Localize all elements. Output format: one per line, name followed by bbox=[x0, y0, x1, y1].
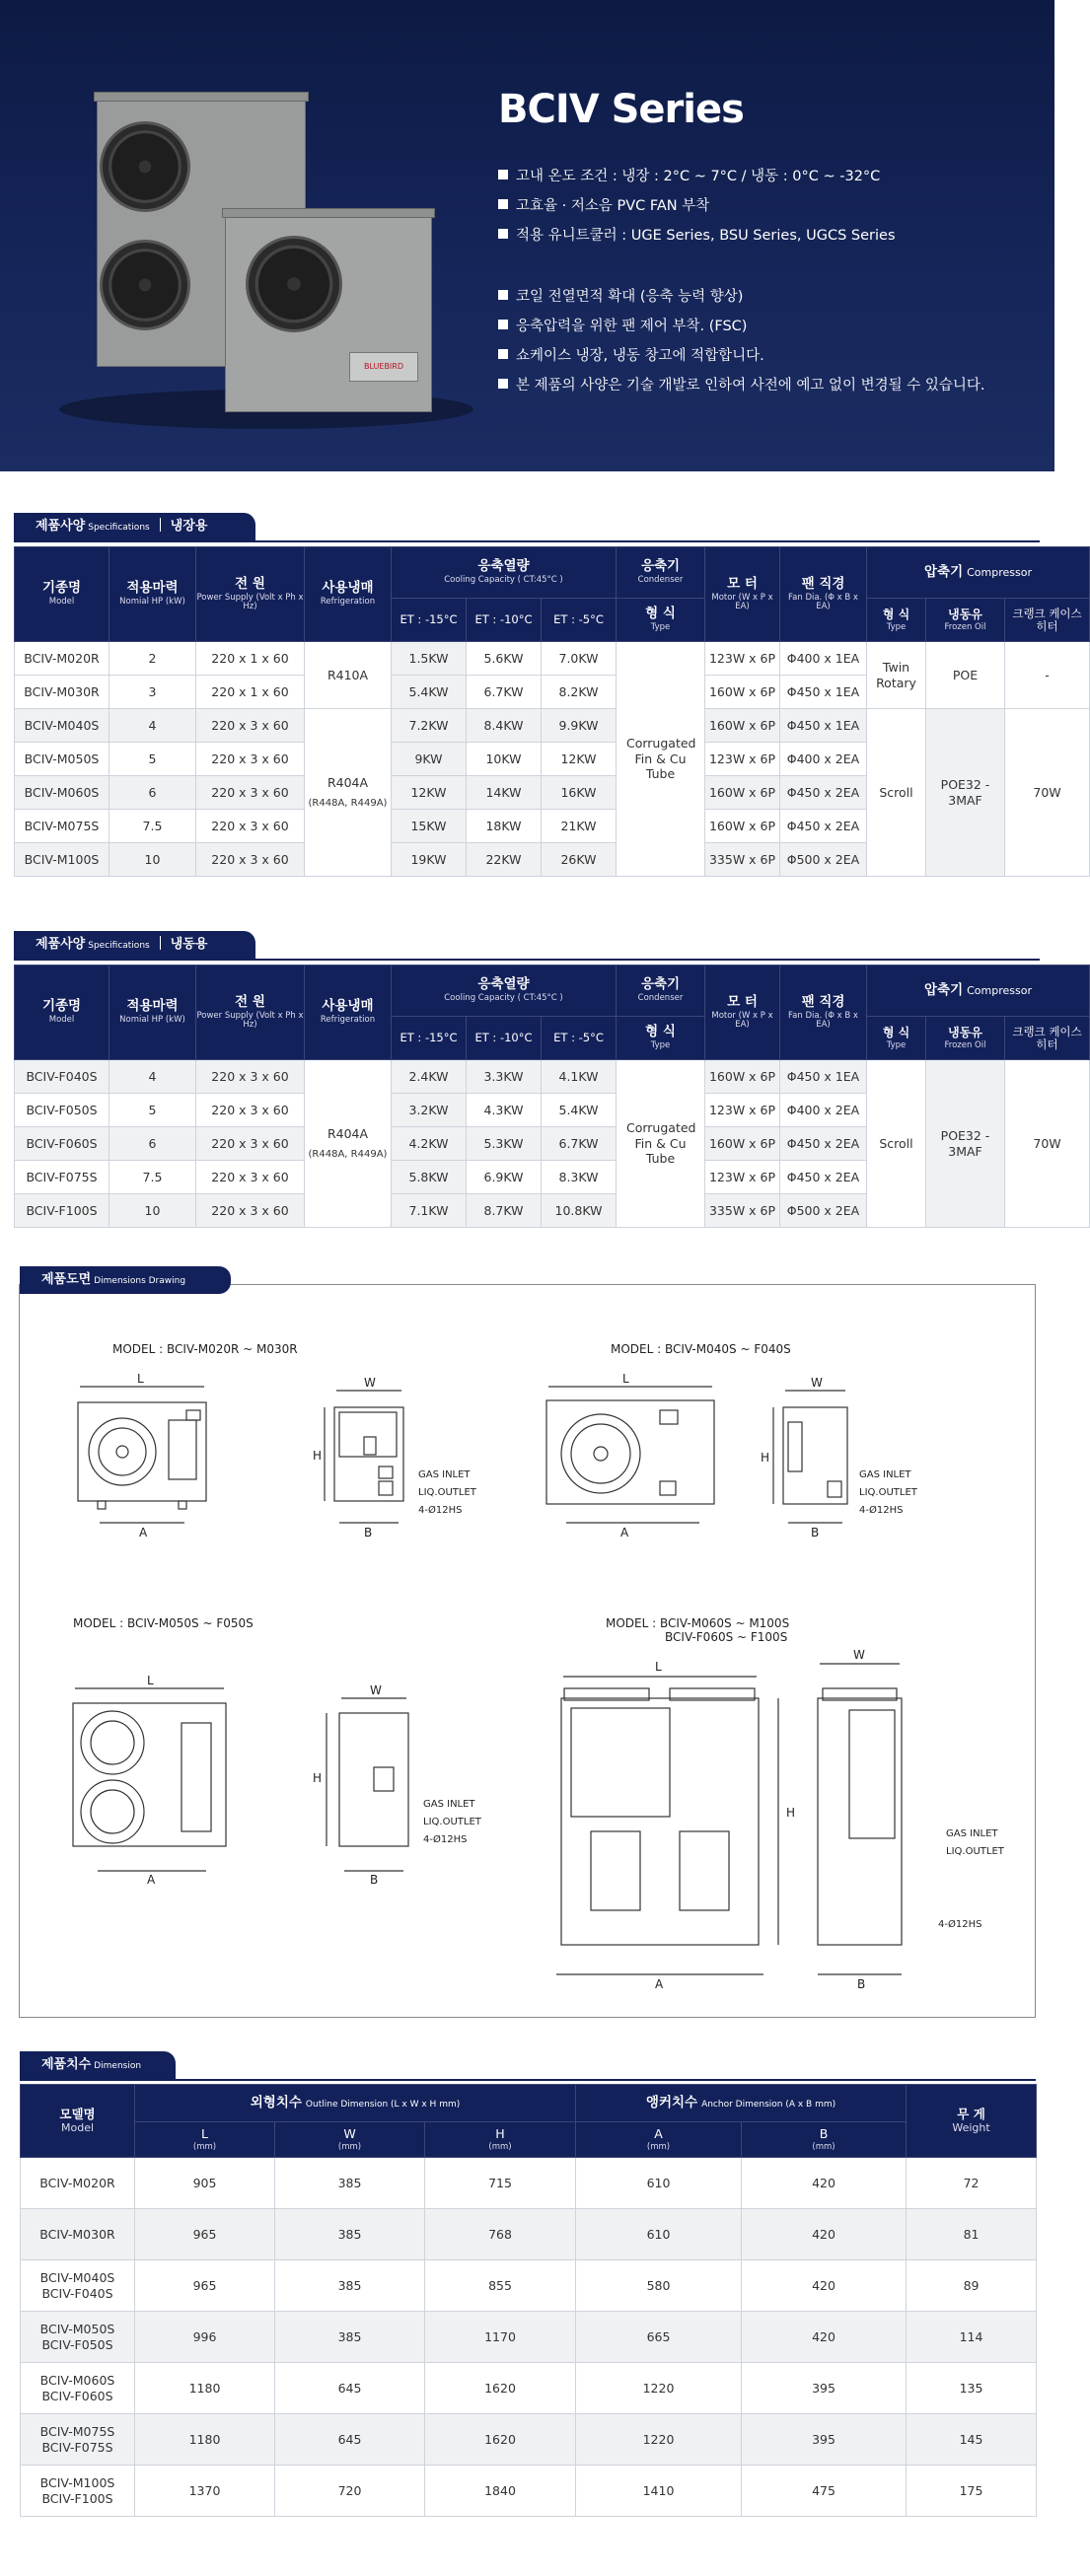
hdr-model: 기종명 Model bbox=[15, 547, 109, 642]
hdr-capacity: 응축열량 Cooling Capacity ( CT:45°C ) bbox=[392, 547, 617, 599]
svg-text:H: H bbox=[313, 1449, 323, 1463]
svg-text:GAS INLET: GAS INLET bbox=[423, 1799, 475, 1810]
svg-text:4-Ø12HS: 4-Ø12HS bbox=[423, 1834, 468, 1845]
hdr-hp: 적용마력 Nomial HP (kW) bbox=[109, 547, 196, 642]
model-label-5: BCIV-F060S ~ F100S bbox=[665, 1630, 788, 1644]
hdr-A: A (mm) bbox=[576, 2122, 742, 2158]
svg-text:H: H bbox=[786, 1806, 796, 1820]
svg-text:4-Ø12HS: 4-Ø12HS bbox=[418, 1505, 463, 1516]
svg-text:L: L bbox=[137, 1372, 144, 1386]
table-row: BCIV-M075S 7.5 220 x 3 x 60 15KW 18KW 21KW 160W x 6P Φ450 x 2EA bbox=[15, 810, 1090, 843]
table-row: BCIV-F050S 5 220 x 3 x 60 3.2KW 4.3KW 5.4KW 123W x 6P Φ400 x 2EA bbox=[15, 1094, 1090, 1127]
svg-text:L: L bbox=[147, 1674, 154, 1687]
hdr-heater: 크랭크 케이스 히터 bbox=[1005, 1017, 1090, 1060]
svg-text:W: W bbox=[364, 1376, 376, 1390]
feature-item: 고내 온도 조건 : 냉장 : 2°C ~ 7°C / 냉동 : 0°C ~ -32°C bbox=[498, 162, 985, 191]
table-row: BCIV-F060S 6 220 x 3 x 60 4.2KW 5.3KW 6.7KW 160W x 6P Φ450 x 2EA bbox=[15, 1127, 1090, 1161]
hdr-model: 기종명 Model bbox=[15, 966, 109, 1060]
model-label-3: MODEL : BCIV-M050S ~ F050S bbox=[73, 1616, 254, 1630]
hdr-hp: 적용마력 Nomial HP (kW) bbox=[109, 966, 196, 1060]
feature-item: 본 제품의 사양은 기술 개발로 인하여 사전에 예고 없이 변경될 수 있습니다. bbox=[498, 371, 985, 400]
svg-text:L: L bbox=[655, 1660, 662, 1674]
hdr-cond-type: 형 식 Type bbox=[617, 599, 705, 642]
hdr-et2: ET : -10°C bbox=[467, 599, 542, 642]
hdr-et3: ET : -5°C bbox=[542, 1017, 617, 1060]
dimension-drawings bbox=[19, 1284, 1036, 2018]
table-row: BCIV-M050S BCIV-F050S 996 385 1170 665 420 114 bbox=[21, 2312, 1037, 2363]
table-row: BCIV-M100S BCIV-F100S 1370 720 1840 1410 475 175 bbox=[21, 2466, 1037, 2517]
hdr-dim-model: 모델명 Model bbox=[21, 2085, 135, 2158]
hdr-comp-type: 형 식 Type bbox=[867, 1017, 926, 1060]
hdr-W: W (mm) bbox=[275, 2122, 425, 2158]
table-row: BCIV-M020R 2 220 x 1 x 60 R410A 1.5KW 5.6KW 7.0KW Corrugated Fin & Cu Tube 123W x 6P Φ400 x 1EA Twin Rotary POE - bbox=[15, 642, 1090, 676]
drawing-m020r-m030r bbox=[78, 1342, 477, 1539]
hdr-et1: ET : -15°C bbox=[392, 599, 467, 642]
spec-table-frozen bbox=[14, 965, 1090, 1228]
svg-text:W: W bbox=[370, 1683, 382, 1697]
hdr-heater: 크랭크 케이스 히터 bbox=[1005, 599, 1090, 642]
hdr-oil: 냉동유 Frozen Oil bbox=[926, 599, 1005, 642]
hdr-oil: 냉동유 Frozen Oil bbox=[926, 1017, 1005, 1060]
spec-cold-tab: 제품사양 Specifications 냉장용 bbox=[14, 513, 255, 540]
spec-table-cold bbox=[14, 546, 1090, 877]
brand-plate: BLUEBIRD bbox=[349, 352, 418, 382]
svg-text:LIQ.OUTLET: LIQ.OUTLET bbox=[418, 1487, 476, 1498]
hdr-condenser: 응축기 Condenser bbox=[617, 547, 705, 599]
feature-item: 코일 전열면적 확대 (응축 능력 향상) bbox=[498, 282, 985, 312]
hdr-outline: 외형치수 Outline Dimension (L x W x H mm) bbox=[135, 2085, 576, 2122]
hdr-anchor: 앵커치수 Anchor Dimension (A x B mm) bbox=[576, 2085, 907, 2122]
hdr-comp-type: 형 식 Type bbox=[867, 599, 926, 642]
hdr-capacity: 응축열량 Cooling Capacity ( CT:45°C ) bbox=[392, 966, 617, 1017]
hdr-fan: 팬 직경 Fan Dia. (Φ x B x EA) bbox=[780, 547, 867, 642]
svg-text:A: A bbox=[147, 1873, 156, 1887]
svg-text:LIQ.OUTLET: LIQ.OUTLET bbox=[946, 1846, 1004, 1857]
svg-text:GAS INLET: GAS INLET bbox=[946, 1828, 998, 1839]
table-row: BCIV-M040S 4 220 x 3 x 60 R404A (R448A, R449A) 7.2KW 8.4KW 9.9KW 160W x 6P Φ450 x 1EA Scroll POE32 - 3MAF 70W bbox=[15, 709, 1090, 743]
svg-text:A: A bbox=[139, 1526, 148, 1539]
table-row: BCIV-M030R 965 385 768 610 420 81 bbox=[21, 2209, 1037, 2260]
hdr-power: 전 원 Power Supply (Volt x Ph x Hz) bbox=[196, 966, 305, 1060]
hdr-refrig: 사용냉매 Refrigeration bbox=[305, 547, 392, 642]
hdr-condenser: 응축기 Condenser bbox=[617, 966, 705, 1017]
feature-item: 적용 유니트쿨러 : UGE Series, BSU Series, UGCS Series bbox=[498, 221, 985, 250]
svg-text:A: A bbox=[655, 1977, 664, 1991]
table-row: BCIV-F075S 7.5 220 x 3 x 60 5.8KW 6.9KW 8.3KW 123W x 6P Φ450 x 2EA bbox=[15, 1161, 1090, 1194]
table-row: BCIV-M100S 10 220 x 3 x 60 19KW 22KW 26KW 335W x 6P Φ500 x 2EA bbox=[15, 843, 1090, 877]
table-row: BCIV-M030R 3 220 x 1 x 60 5.4KW 6.7KW 8.2KW 160W x 6P Φ450 x 1EA bbox=[15, 676, 1090, 709]
svg-text:B: B bbox=[811, 1526, 820, 1539]
hdr-compressor: 압축기 Compressor bbox=[867, 547, 1090, 599]
svg-text:A: A bbox=[620, 1526, 629, 1539]
hdr-L: L (mm) bbox=[135, 2122, 275, 2158]
hdr-cond-type: 형 식 Type bbox=[617, 1017, 705, 1060]
drawing-m050s-f050s bbox=[73, 1616, 482, 1887]
table-row: BCIV-F100S 10 220 x 3 x 60 7.1KW 8.7KW 10.8KW 335W x 6P Φ500 x 2EA bbox=[15, 1194, 1090, 1228]
product-image-small-unit bbox=[225, 215, 432, 412]
hero-banner bbox=[0, 0, 1054, 471]
dimension-table bbox=[20, 2084, 1037, 2517]
table-row: BCIV-F040S 4 220 x 3 x 60 R404A (R448A, R449A) 2.4KW 3.3KW 4.1KW Corrugated Fin & Cu Tube 160W x 6P Φ450 x 1EA Scroll POE32 - 3MAF 70W bbox=[15, 1060, 1090, 1094]
hdr-et3: ET : -5°C bbox=[542, 599, 617, 642]
svg-text:H: H bbox=[313, 1771, 323, 1785]
hdr-motor: 모 터 Motor (W x P x EA) bbox=[705, 966, 780, 1060]
hdr-refrig: 사용냉매 Refrigeration bbox=[305, 966, 392, 1060]
table-row: BCIV-M060S 6 220 x 3 x 60 12KW 14KW 16KW 160W x 6P Φ450 x 2EA bbox=[15, 776, 1090, 810]
hdr-fan: 팬 직경 Fan Dia. (Φ x B x EA) bbox=[780, 966, 867, 1060]
hdr-et1: ET : -15°C bbox=[392, 1017, 467, 1060]
svg-text:W: W bbox=[811, 1376, 823, 1390]
feature-item: 쇼케이스 냉장, 냉동 창고에 적합합니다. bbox=[498, 341, 985, 371]
svg-text:GAS INLET: GAS INLET bbox=[859, 1469, 911, 1480]
hdr-H: H (mm) bbox=[425, 2122, 576, 2158]
svg-text:B: B bbox=[370, 1873, 379, 1887]
table-row: BCIV-M040S BCIV-F040S 965 385 855 580 420 89 bbox=[21, 2260, 1037, 2312]
feature-list bbox=[498, 162, 985, 400]
svg-text:B: B bbox=[857, 1977, 866, 1991]
hdr-weight: 무 게 Weight bbox=[907, 2085, 1037, 2158]
model-label-1: MODEL : BCIV-M020R ~ M030R bbox=[112, 1342, 298, 1356]
svg-text:L: L bbox=[622, 1372, 629, 1386]
svg-text:H: H bbox=[761, 1451, 770, 1465]
svg-text:B: B bbox=[364, 1526, 373, 1539]
table-row: BCIV-M050S 5 220 x 3 x 60 9KW 10KW 12KW 123W x 6P Φ400 x 2EA bbox=[15, 743, 1090, 776]
drawing-m060s-m100s bbox=[556, 1616, 1005, 1991]
drawing-m040s-f040s bbox=[546, 1342, 918, 1539]
drawing-tab: 제품도면 Dimensions Drawing bbox=[20, 1266, 231, 1294]
table-row: BCIV-M075S BCIV-F075S 1180 645 1620 1220 395 145 bbox=[21, 2414, 1037, 2466]
page-title: BCIV Series bbox=[498, 87, 744, 132]
table-row: BCIV-M060S BCIV-F060S 1180 645 1620 1220 395 135 bbox=[21, 2363, 1037, 2414]
svg-text:4-Ø12HS: 4-Ø12HS bbox=[938, 1919, 982, 1930]
svg-text:4-Ø12HS: 4-Ø12HS bbox=[859, 1505, 904, 1516]
svg-text:LIQ.OUTLET: LIQ.OUTLET bbox=[859, 1487, 917, 1498]
hdr-B: B (mm) bbox=[742, 2122, 907, 2158]
feature-item: 고효율 · 저소음 PVC FAN 부착 bbox=[498, 191, 985, 221]
svg-text:GAS INLET: GAS INLET bbox=[418, 1469, 471, 1480]
feature-item: 응축압력을 위한 팬 제어 부착. (FSC) bbox=[498, 312, 985, 341]
hdr-et2: ET : -10°C bbox=[467, 1017, 542, 1060]
model-label-2: MODEL : BCIV-M040S ~ F040S bbox=[611, 1342, 791, 1356]
hdr-compressor: 압축기 Compressor bbox=[867, 966, 1090, 1017]
dimension-tab: 제품치수 Dimension bbox=[20, 2051, 176, 2079]
hdr-motor: 모 터 Motor (W x P x EA) bbox=[705, 547, 780, 642]
model-label-4: MODEL : BCIV-M060S ~ M100S bbox=[606, 1616, 790, 1630]
svg-text:LIQ.OUTLET: LIQ.OUTLET bbox=[423, 1817, 481, 1827]
svg-text:W: W bbox=[853, 1648, 865, 1662]
table-row: BCIV-M020R 905 385 715 610 420 72 bbox=[21, 2158, 1037, 2209]
spec-frozen-tab: 제품사양 Specifications 냉동용 bbox=[14, 931, 255, 959]
hdr-power: 전 원 Power Supply (Volt x Ph x Hz) bbox=[196, 547, 305, 642]
